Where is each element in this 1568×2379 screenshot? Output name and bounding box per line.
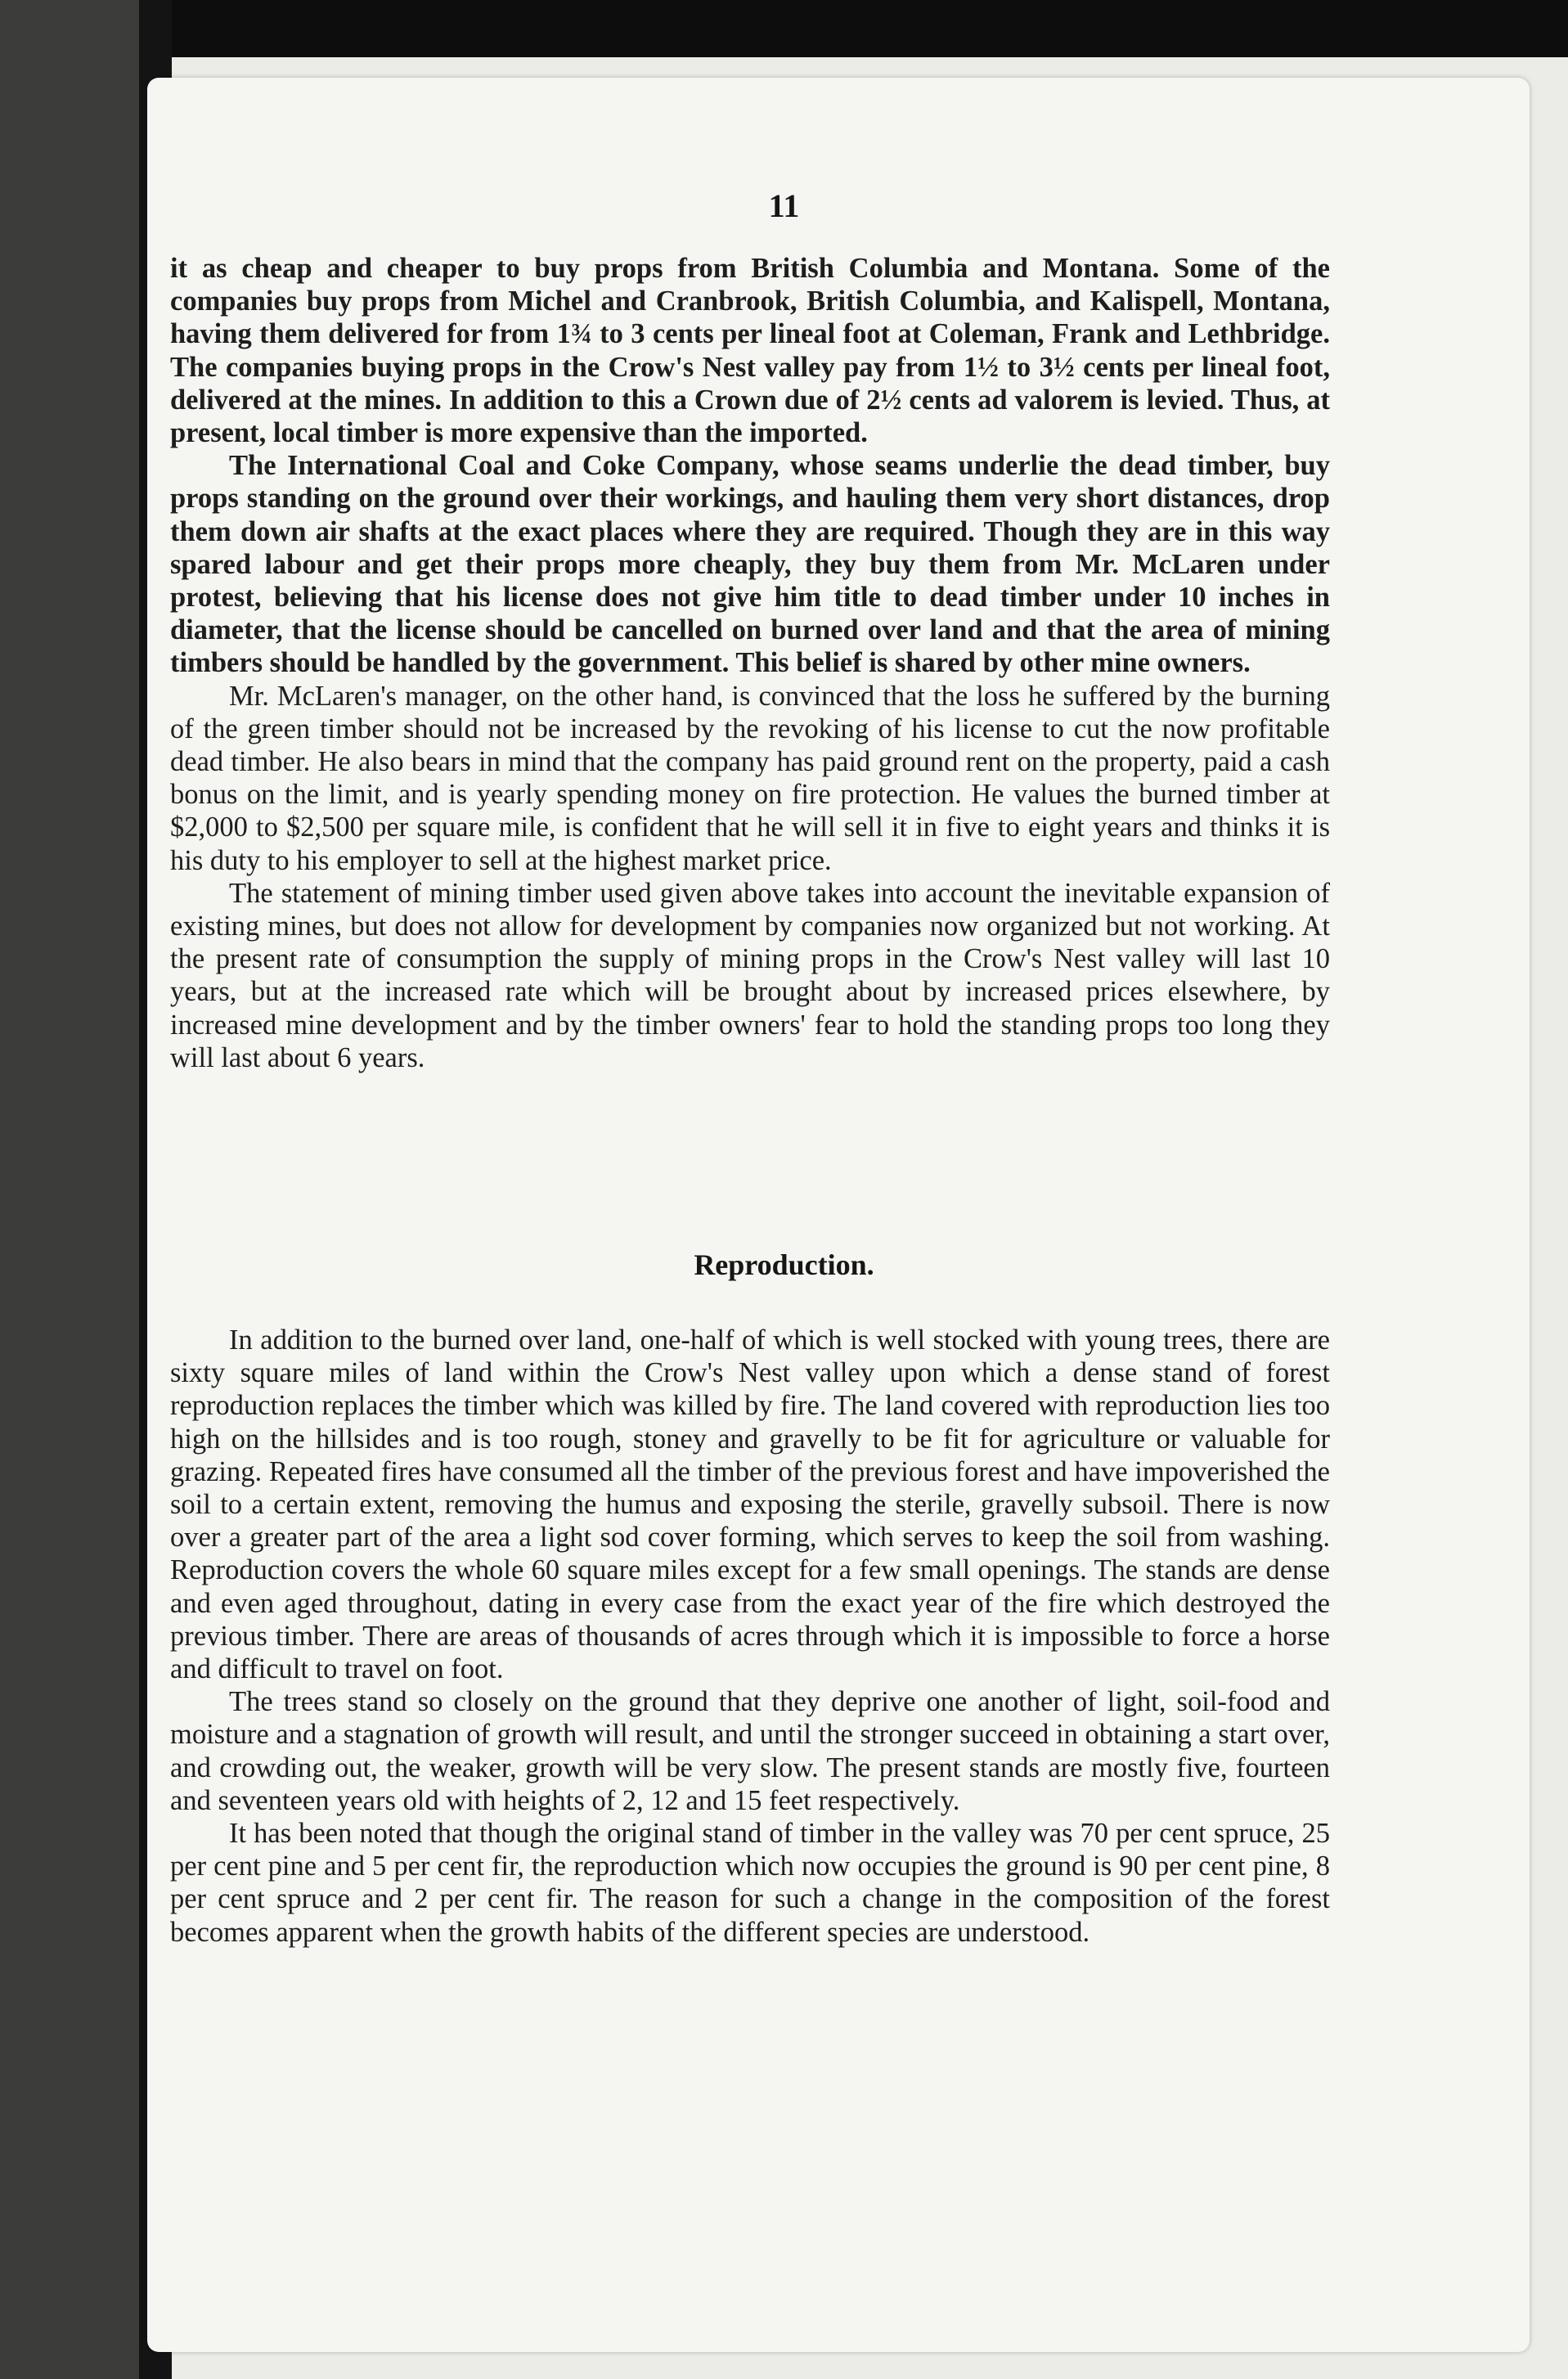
body-text-lower bbox=[170, 1324, 1330, 1949]
section-heading: Reproduction. bbox=[694, 1248, 874, 1281]
scan-top-border bbox=[0, 0, 1568, 57]
body-text-upper bbox=[170, 252, 1330, 1074]
paragraph-mclaren-manager: Mr. McLaren's manager, on the other hand, is convinced that the loss he suffered by the burning of the green timber should not be increased by the revoking of his license to cut the now profitable dead timber. He also bears in mind that the company has paid ground rent on the property, paid a cash bonus on the limit, and is yearly spending money on fire protection. He values the burned timber at $2,000 to $2,500 per square mile, is confident that he will sell it in five to eight years and thinks it is his duty to his employer to sell at the highest market price. bbox=[170, 680, 1330, 876]
page-number: 11 bbox=[768, 187, 800, 224]
paragraph-mining-timber-statement: The statement of mining timber used given above takes into account the inevitable expansion of existing mines, but does not allow for development by companies now organized but not working. At the present rate of consumption the supply of mining props in the Crow's Nest valley will last 10 years, but at the increased rate which will be brought about by increased prices elsewhere, by increased mine development and by the timber owners' fear to hold the standing props too long they will last about 6 years. bbox=[170, 877, 1330, 1073]
paragraph-trees-stand: The trees stand so closely on the ground that they deprive one another of light, soil-food and moisture and a stagnation of growth will result, and until the stronger succeed in obtaining a start over, and crowding out, the weaker, growth will be very slow. The present stands are mostly five, fourteen and seventeen years old with heights of 2, 12 and 15 feet respectively. bbox=[170, 1686, 1330, 1816]
paragraph-burned-land: In addition to the burned over land, one-half of which is well stocked with young trees, there are sixty square miles of land within the Crow's Nest valley upon which a dense stand of forest reproduction replaces the timber which was killed by fire. The land covered with reproduction lies too high on the hillsides and is too rough, stoney and gravelly to be fit for agriculture or valuable for grazing. Repeated fires have consumed all the timber of the previous forest and have impoverished the soil to a certain extent, removing the humus and exposing the sterile, gravelly subsoil. There is now over a greater part of the area a light sod cover forming, which serves to keep the soil from washing. Reproduction covers the whole 60 square miles except for a few small openings. The stands are dense and even aged throughout, dating in every case from the exact year of the fire which destroyed the previous timber. There are areas of thousands of acres through which it is impossible to force a horse and difficult to travel on foot. bbox=[170, 1324, 1330, 1685]
paragraph-international-coal: The International Coal and Coke Company, whose seams underlie the dead timber, buy props standing on the ground over their workings, and hauling them very short distances, drop them down air shafts at the exact places where they are required. Though they are in this way spared labour and get their props more cheaply, they buy them from Mr. McLaren under protest, believing that his license does not give him title to dead timber under 10 inches in diameter, that the license should be cancelled on burned over land and that the area of mining timbers should be handled by the government. This belief is shared by other mine owners. bbox=[170, 450, 1330, 679]
paragraph-continued: it as cheap and cheaper to buy props from British Columbia and Montana. Some of the companies buy props from Michel and Cranbrook, British Columbia, and Kalispell, Montana, having them delivered for from 1¾ to 3 cents per lineal foot at Coleman, Frank and Lethbridge. The companies buying props in the Crow's Nest valley pay from 1½ to 3½ cents per lineal foot, delivered at the mines. In addition to this a Crown due of 2½ cents ad valorem is levied. Thus, at present, local timber is more expensive than the imported. bbox=[170, 253, 1330, 449]
paragraph-composition-change: It has been noted that though the original stand of timber in the valley was 70 per cent spruce, 25 per cent pine and 5 per cent fir, the reproduction which now occupies the ground is 90 per cent pine, 8 per cent spruce and 2 per cent fir. The reason for such a change in the composition of the forest becomes apparent when the growth habits of the different species are understood. bbox=[170, 1818, 1330, 1948]
